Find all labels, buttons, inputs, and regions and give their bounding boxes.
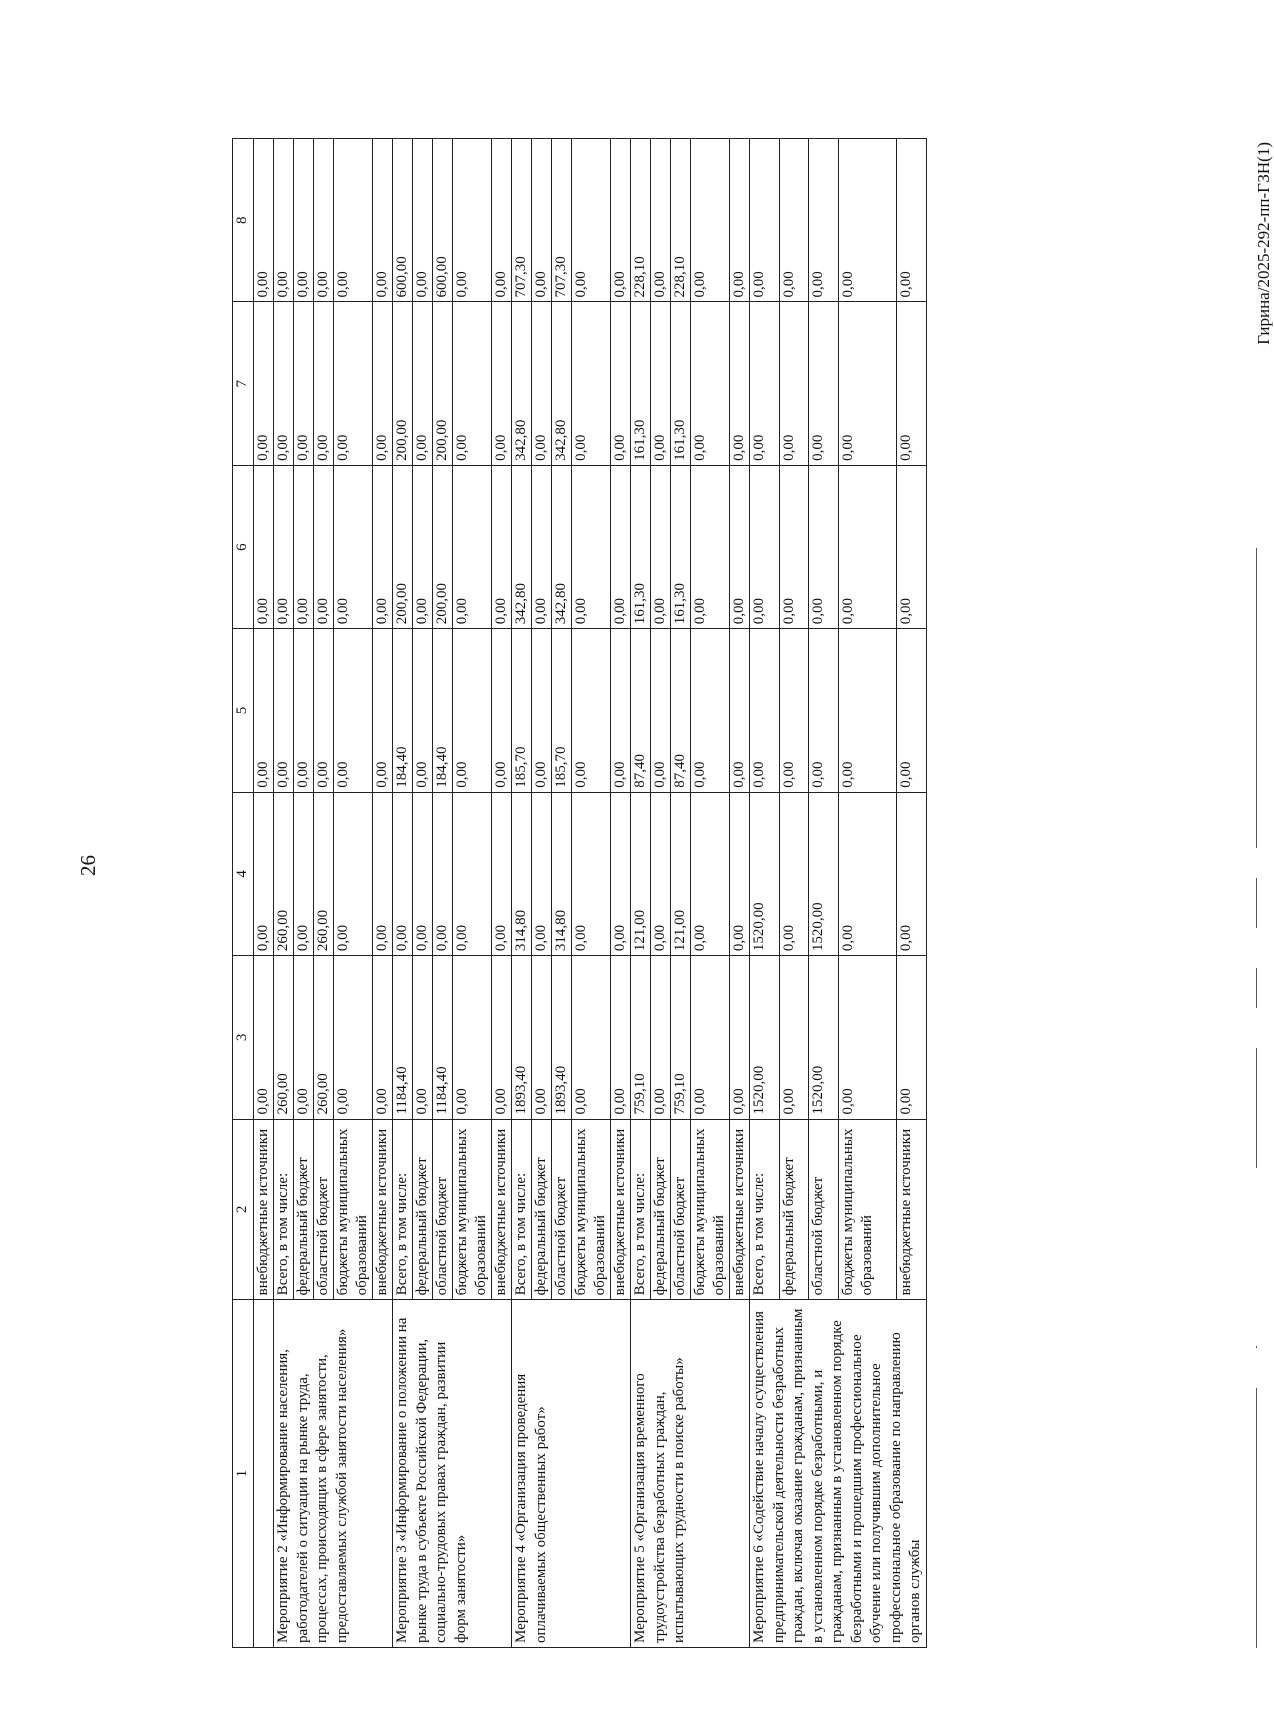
value-cell: 0,00 [532, 465, 552, 628]
value-cell: 0,00 [572, 792, 611, 955]
source-cell: федеральный бюджет [651, 1119, 671, 1300]
value-cell: 0,00 [611, 302, 631, 465]
value-cell: 0,00 [651, 956, 671, 1119]
value-cell: 0,00 [730, 139, 750, 302]
value-cell: 0,00 [492, 792, 512, 955]
header-cell: 1 [233, 1300, 254, 1648]
header-cell: 2 [233, 1119, 254, 1300]
value-cell: 0,00 [413, 956, 433, 1119]
value-cell: 200,00 [433, 302, 453, 465]
value-cell: 0,00 [413, 302, 433, 465]
value-cell: 0,00 [532, 629, 552, 792]
footer-code: Гирина/2025-292-пп-ГЗН(1) [1254, 142, 1273, 345]
value-cell: 161,30 [631, 302, 651, 465]
value-cell: 0,00 [838, 956, 896, 1119]
table-row [512, 139, 532, 1648]
value-cell: 0,00 [611, 956, 631, 1119]
measure-title-cell: Мероприятие 3 «Информирование о положении на рынке труда в субъекте Российской Федерации, социально-трудовых правах граждан, развитии форм занятости» [393, 1300, 512, 1648]
value-cell: 0,00 [373, 956, 393, 1119]
measure-title-cell: Мероприятие 5 «Организация временного трудоустройства безработных граждан, испытывающих трудности в поиске работы» [631, 1300, 750, 1648]
value-cell: 0,00 [809, 465, 839, 628]
value-cell: 0,00 [838, 629, 896, 792]
source-cell: внебюджетные источники [611, 1119, 631, 1300]
value-cell: 260,00 [314, 956, 334, 1119]
value-cell: 0,00 [750, 139, 780, 302]
value-cell: 161,30 [671, 302, 691, 465]
value-cell: 0,00 [779, 956, 809, 1119]
rotated-page-content [232, 138, 1273, 1648]
source-cell: внебюджетные источники [730, 1119, 750, 1300]
value-cell: 0,00 [492, 629, 512, 792]
value-cell: 0,00 [453, 465, 492, 628]
value-cell: 314,80 [512, 792, 532, 955]
value-cell: 0,00 [254, 302, 274, 465]
value-cell: 0,00 [809, 302, 839, 465]
value-cell: 200,00 [433, 465, 453, 628]
value-cell: 1184,40 [393, 956, 413, 1119]
value-cell: 0,00 [572, 302, 611, 465]
value-cell: 161,30 [631, 465, 651, 628]
value-cell: 0,00 [532, 139, 552, 302]
value-cell: 0,00 [691, 792, 730, 955]
value-cell: 342,80 [512, 465, 532, 628]
value-cell: 0,00 [896, 139, 926, 302]
value-cell: 0,00 [254, 956, 274, 1119]
value-cell: 0,00 [532, 792, 552, 955]
value-cell: 600,00 [393, 139, 413, 302]
value-cell: 87,40 [671, 629, 691, 792]
value-cell: 0,00 [730, 956, 750, 1119]
value-cell: 0,00 [413, 139, 433, 302]
value-cell: 0,00 [334, 465, 373, 628]
value-cell: 0,00 [254, 629, 274, 792]
value-cell: 0,00 [651, 302, 671, 465]
value-cell: 0,00 [809, 629, 839, 792]
value-cell: 0,00 [572, 956, 611, 1119]
value-cell: 1520,00 [750, 956, 780, 1119]
value-cell: 600,00 [433, 139, 453, 302]
value-cell: 759,10 [671, 956, 691, 1119]
value-cell: 0,00 [779, 139, 809, 302]
value-cell: 0,00 [453, 139, 492, 302]
value-cell: 0,00 [896, 956, 926, 1119]
source-cell: бюджеты муниципальных образований [453, 1119, 492, 1300]
value-cell: 0,00 [779, 302, 809, 465]
value-cell: 260,00 [274, 792, 294, 955]
value-cell: 0,00 [314, 139, 334, 302]
value-cell: 161,30 [671, 465, 691, 628]
value-cell: 0,00 [373, 465, 393, 628]
value-cell: 200,00 [393, 465, 413, 628]
measure-cell [254, 1300, 274, 1648]
source-cell: Всего, в том числе: [274, 1119, 294, 1300]
measure-title-cell: Мероприятие 4 «Организация проведения оплачиваемых общественных работ» [512, 1300, 631, 1648]
value-cell: 707,30 [512, 139, 532, 302]
source-cell: внебюджетные источники [896, 1119, 926, 1300]
value-cell: 184,40 [433, 629, 453, 792]
value-cell: 0,00 [373, 302, 393, 465]
value-cell: 0,00 [492, 302, 512, 465]
value-cell: 1184,40 [433, 956, 453, 1119]
value-cell: 185,70 [512, 629, 532, 792]
value-cell: 0,00 [611, 139, 631, 302]
value-cell: 0,00 [651, 792, 671, 955]
table-row [750, 139, 780, 1648]
value-cell: 0,00 [691, 956, 730, 1119]
table-row [254, 139, 274, 1648]
value-cell: 0,00 [611, 465, 631, 628]
source-cell: внебюджетные источники [254, 1119, 274, 1300]
table-row [631, 139, 651, 1648]
value-cell: 0,00 [274, 465, 294, 628]
measure-title-cell: Мероприятие 2 «Информирование населения, работодателей о ситуации на рынке труда, процессах, происходящих в сфере занятости, предоставляемых службой занятости населения» [274, 1300, 393, 1648]
value-cell: 0,00 [572, 139, 611, 302]
value-cell: 0,00 [838, 792, 896, 955]
value-cell: 0,00 [373, 792, 393, 955]
value-cell: 314,80 [552, 792, 572, 955]
value-cell: 0,00 [730, 465, 750, 628]
source-cell: Всего, в том числе: [393, 1119, 413, 1300]
value-cell: 0,00 [651, 465, 671, 628]
value-cell: 0,00 [532, 956, 552, 1119]
value-cell: 0,00 [750, 465, 780, 628]
value-cell: 759,10 [631, 956, 651, 1119]
value-cell: 0,00 [314, 465, 334, 628]
value-cell: 0,00 [294, 302, 314, 465]
source-cell: Всего, в том числе: [512, 1119, 532, 1300]
table-body [233, 139, 927, 1648]
value-cell: 0,00 [334, 792, 373, 955]
value-cell: 0,00 [294, 792, 314, 955]
value-cell: 121,00 [671, 792, 691, 955]
value-cell: 0,00 [453, 629, 492, 792]
source-cell: бюджеты муниципальных образований [572, 1119, 611, 1300]
value-cell: 0,00 [651, 139, 671, 302]
value-cell: 0,00 [691, 629, 730, 792]
header-cell: 3 [233, 956, 254, 1119]
source-cell: Всего, в том числе: [631, 1119, 651, 1300]
value-cell: 0,00 [294, 629, 314, 792]
value-cell: 0,00 [896, 629, 926, 792]
value-cell: 0,00 [413, 629, 433, 792]
value-cell: 0,00 [453, 792, 492, 955]
header-row [233, 139, 254, 1648]
value-cell: 87,40 [631, 629, 651, 792]
value-cell: 260,00 [314, 792, 334, 955]
value-cell: 200,00 [393, 302, 413, 465]
value-cell: 0,00 [334, 629, 373, 792]
header-cell: 6 [233, 465, 254, 628]
value-cell: 0,00 [373, 629, 393, 792]
value-cell: 0,00 [730, 792, 750, 955]
value-cell: 0,00 [809, 139, 839, 302]
value-cell: 0,00 [254, 465, 274, 628]
value-cell: 0,00 [413, 792, 433, 955]
source-cell: федеральный бюджет [779, 1119, 809, 1300]
value-cell: 0,00 [294, 465, 314, 628]
measure-title-cell: Мероприятие 6 «Содействие началу осуществления предпринимательской деятельности безработных граждан, включая оказание гражданам, признанным в установленном порядке безработными, и гражданам, признанным в установленном порядке безработными и прошедшим профессиональное обучение или получившим дополнительное профессиональное образование по направлению органов службы [750, 1300, 927, 1648]
source-cell: бюджеты муниципальных образований [691, 1119, 730, 1300]
value-cell: 707,30 [552, 139, 572, 302]
value-cell: 260,00 [274, 956, 294, 1119]
value-cell: 0,00 [334, 139, 373, 302]
value-cell: 228,10 [631, 139, 651, 302]
value-cell: 0,00 [254, 139, 274, 302]
source-cell: внебюджетные источники [373, 1119, 393, 1300]
value-cell: 0,00 [532, 302, 552, 465]
source-cell: бюджеты муниципальных образований [334, 1119, 373, 1300]
source-cell: областной бюджет [552, 1119, 572, 1300]
value-cell: 0,00 [373, 139, 393, 302]
value-cell: 1520,00 [750, 792, 780, 955]
value-cell: 0,00 [413, 465, 433, 628]
value-cell: 228,10 [671, 139, 691, 302]
table-row [274, 139, 294, 1648]
value-cell: 0,00 [691, 302, 730, 465]
value-cell: 342,80 [552, 302, 572, 465]
value-cell: 0,00 [838, 465, 896, 628]
value-cell: 0,00 [896, 302, 926, 465]
value-cell: 0,00 [779, 792, 809, 955]
value-cell: 0,00 [730, 629, 750, 792]
source-cell: областной бюджет [314, 1119, 334, 1300]
value-cell: 0,00 [572, 629, 611, 792]
value-cell: 0,00 [274, 302, 294, 465]
source-cell: внебюджетные источники [492, 1119, 512, 1300]
value-cell: 0,00 [433, 792, 453, 955]
value-cell: 0,00 [274, 629, 294, 792]
value-cell: 0,00 [896, 792, 926, 955]
value-cell: 0,00 [691, 465, 730, 628]
value-cell: 0,00 [896, 465, 926, 628]
value-cell: 0,00 [334, 956, 373, 1119]
value-cell: 342,80 [512, 302, 532, 465]
header-cell: 5 [233, 629, 254, 792]
value-cell: 0,00 [779, 465, 809, 628]
value-cell: 0,00 [294, 956, 314, 1119]
source-cell: бюджеты муниципальных образований [838, 1119, 896, 1300]
value-cell: 0,00 [691, 139, 730, 302]
value-cell: 0,00 [492, 465, 512, 628]
value-cell: 0,00 [453, 956, 492, 1119]
source-cell: областной бюджет [809, 1119, 839, 1300]
source-cell: федеральный бюджет [294, 1119, 314, 1300]
value-cell: 184,40 [393, 629, 413, 792]
value-cell: 0,00 [838, 302, 896, 465]
value-cell: 1893,40 [552, 956, 572, 1119]
value-cell: 121,00 [631, 792, 651, 955]
value-cell: 1520,00 [809, 956, 839, 1119]
table-row [393, 139, 413, 1648]
value-cell: 0,00 [334, 302, 373, 465]
value-cell: 0,00 [750, 302, 780, 465]
value-cell: 0,00 [779, 629, 809, 792]
source-cell: Всего, в том числе: [750, 1119, 780, 1300]
value-cell: 0,00 [274, 139, 294, 302]
value-cell: 0,00 [838, 139, 896, 302]
value-cell: 0,00 [730, 302, 750, 465]
value-cell: 0,00 [611, 629, 631, 792]
header-cell: 7 [233, 302, 254, 465]
source-cell: федеральный бюджет [413, 1119, 433, 1300]
value-cell: 0,00 [453, 302, 492, 465]
value-cell: 0,00 [572, 465, 611, 628]
value-cell: 0,00 [750, 629, 780, 792]
value-cell: 0,00 [254, 792, 274, 955]
budget-table [232, 138, 927, 1648]
value-cell: 0,00 [294, 139, 314, 302]
source-cell: областной бюджет [433, 1119, 453, 1300]
header-cell: 4 [233, 792, 254, 955]
value-cell: 342,80 [552, 465, 572, 628]
value-cell: 0,00 [651, 629, 671, 792]
value-cell: 1520,00 [809, 792, 839, 955]
value-cell: 0,00 [314, 302, 334, 465]
value-cell: 0,00 [314, 629, 334, 792]
source-cell: областной бюджет [671, 1119, 691, 1300]
header-cell: 8 [233, 139, 254, 302]
source-cell: федеральный бюджет [532, 1119, 552, 1300]
value-cell: 1893,40 [512, 956, 532, 1119]
value-cell: 0,00 [611, 792, 631, 955]
value-cell: 185,70 [552, 629, 572, 792]
value-cell: 0,00 [492, 139, 512, 302]
page-number: 26 [76, 855, 100, 876]
value-cell: 0,00 [393, 792, 413, 955]
value-cell: 0,00 [492, 956, 512, 1119]
